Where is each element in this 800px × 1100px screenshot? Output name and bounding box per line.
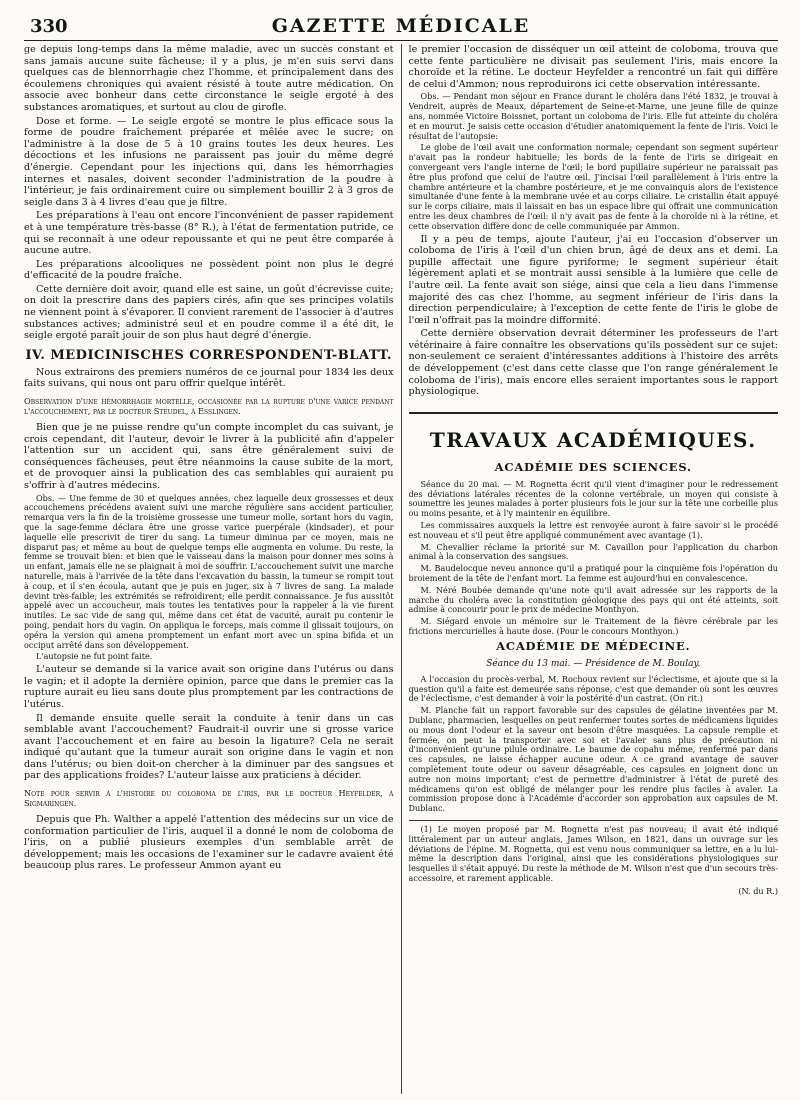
academy-heading: ACADÉMIE DE MÉDECINE. (496, 638, 691, 653)
paragraph: Séance du 20 mai. — M. Rognetta écrit qu'il vient d'imaginer pour le redressement des déviations latérales récentes de la colonne vertébrale, un moyen qui consiste à soumettre les jeunes malades à porter plusieurs fois le jour sur la tête une corbeille plus ou moins pesante, et à l'y maintenir en équilibre. (408, 478, 778, 519)
paragraph: Depuis que Ph. Walther a appelé l'attention des médecins sur un vice de conformation particulier de l'iris, auquel il a donné le nom de coloboma de l'iris, on a publié plusieurs exemples d'un semblable arrêt de développement; mais les occasions de l'examiner sur le cadavre avaient été beaucoup plus rares. Le professeur Ammon ayant eu (24, 814, 394, 872)
paragraph: L'auteur se demande si la varice avait son origine dans l'utérus ou dans le vagin; et il adopte la dernière opinion, parce que dans le premier cas la rupture aurait eu lieu sans doute plus promptement par les contractions de l'utérus. (24, 664, 394, 710)
note-title: Note pour servir à l'histoire du coloboma de l'iris, par le docteur Heyfelder, à Sigmaringen. (24, 788, 394, 809)
journal-title: GAZETTE MÉDICALE (271, 15, 531, 37)
session-heading: Séance du 13 mai. — Présidence de M. Boulay. (486, 658, 701, 669)
paragraph: Les préparations à l'eau ont encore l'inconvénient de passer rapidement et à une température très-basse (8° R.), à l'état de fermentation putride, ce qui se reconnaît à une odeur repoussante et qui ne peut être comparée à aucune autre. (24, 210, 394, 257)
paragraph: Il demande ensuite quelle serait la conduite à tenir dans un cas semblable avant l'accouchement? Faudrait-il ouvrir une si grosse varice avant l'accouchement et en faire au besoin la ligature? Cela ne serait indiqué qu'autant que la tumeur aurait son origine dans le vagin et non dans l'utérus; ou bien doit-on chercher à la diminuer par des sangsues et par des applications froides? L'auteur laisse aux praticiens à décider. (24, 712, 394, 782)
paragraph: Cette dernière doit avoir, quand elle est saine, un goût d'écrevisse cuite; on doit la prescrire dans des papiers cirés, afin que ses principes volatils ne viennent point à s'évaporer. Il convient rarement de l'associer à d'autres substances actives; administré seul et en poudre comme il a été dit, le seigle ergoté paraît jouir de son plus haut degré d'énergie. (24, 283, 394, 342)
left-column (24, 44, 394, 1094)
page-number: 330 (30, 16, 68, 37)
academic-section (409, 412, 779, 814)
paragraph: M. Baudelocque neveu annonce qu'il a pratiqué pour la cinquième fois l'opération du broiement de la tête de l'enfant mort. La femme est aujourd'hui en convalescence. (408, 563, 778, 584)
footnote-signature: (N. du R.) (738, 885, 778, 896)
observation-text: Obs. — Pendant mon séjour en France durant le choléra dans l'été 1832, je trouvai à Vendreit, auprès de Meaux, département de Seine-et-Marne, une jeune fille de quinze ans, nommée Victoire Boissnet, portant un coloboma de l'iris. Elle fut atteinte du choléra et en mourut. Je saisis cette occasion d'étudier anatomiquement la fente de l'iris. Voici le résultat de l'autopsie: (408, 91, 778, 141)
columns (24, 44, 778, 1094)
section-title: TRAVAUX ACADÉMIQUES. (429, 427, 757, 452)
section-heading: IV. MEDICINISCHES CORRESPONDENT-BLATT. (25, 347, 393, 363)
paragraph: Il y a peu de temps, ajoute l'auteur, j'ai eu l'occasion d'observer un coloboma de l'iris à l'œil d'un chien brun, âgé de deux ans et demi. La pupille affectait une figure pyriforme; le segment supérieur était légèrement aplati et se montrait aussi sensible à la lumière que celle de l'autre œil. La fente avait son siége, ainsi que cela a lieu dans l'immense majorité des cas chez l'homme, au segment inférieur de l'iris dans la direction perpendiculaire; à l'exception de cette fente de l'iris le globe de l'œil n'offrait pas la moindre difformité. (408, 233, 778, 326)
paragraph: Les commissaires auxquels la lettre est renvoyée auront à faire savoir si le procédé est nouveau et s'il peut être appliqué communément avec avantage (1). (408, 520, 778, 540)
academy-heading: ACADÉMIE DES SCIENCES. (494, 459, 692, 474)
paragraph: le premier l'occasion de disséquer un œil atteint de coloboma, trouva que cette fente particulière ne divisait pas seulement l'iris, mais encore la choroïde et la rétine. Le docteur Heyfelder a rencontré un fait qui diffère de celui d'Ammon; nous reproduirons ici cette observation intéressante. (408, 44, 778, 90)
paragraph: Les préparations alcooliques ne possèdent point non plus le degré d'efficacité de la poudre fraîche. (24, 258, 394, 282)
paragraph: Bien que je ne puisse rendre qu'un compte incomplet du cas suivant, je crois cependant, dit l'auteur, devoir le livrer à la publicité afin d'appeler l'attention sur un accident qui, sans être généralement suivi de conséquences fâcheuses, peut être néanmoins la cause subite de la mort, et de provoquer ainsi la publication des cas semblables qui auraient pu s'offrir à d'autres médecins. (24, 422, 394, 491)
footnote (409, 820, 779, 896)
footnote-text: (1) Le moyen proposé par M. Rognetta n'est pas nouveau; il avait été indiqué littéralement par un auteur anglais, James Wilson, en 1821, dans un ouvrage sur les déviations de l'épine. M. Rognetta, qui est venu nous communiquer sa lettre, en a lu lui-même la description dans l'original, ainsi que les considérations physiologiques sur lesquelles il s'était appuyé. Du reste la méthode de M. Wilson n'est que d'un secours très-accessoire, et rarement applicable. (408, 823, 778, 883)
paragraph: Cette dernière observation devrait déterminer les professeurs de l'art vétérinaire à faire connaître les observations qu'ils possèdent sur ce sujet: non-seulement ce seraient d'intéressantes additions à l'histoire des arrêts de développement (c'est dans cette classe que l'on range généralement le coloboma de l'iris), mais encore elles seraient importantes sous le rapport physiologique. (408, 328, 778, 398)
paragraph: Nous extrairons des premiers numéros de ce journal pour 1834 les deux faits suivans, qui nous ont paru offrir quelque intérêt. (24, 366, 394, 390)
paragraph: M. Planche fait un rapport favorable sur des capsules de gélatine inventées par M. Dublanc, pharmacien, lesquelles on peut renfermer toutes sortes de médicamens liquides ou mous dont l'odeur et la saveur ont besoin d'être masquées. La capsule remplie et fermée, on peut la transporter avec soi et l'avaler sans plus de précaution ni d'inconvénient qu'une pilule ordinaire. Le baume de copahu même, renfermé par dans ces capsules, ne laisse échapper aucune odeur. A ce grand avantage de sauver complètement toute odeur ou saveur désagréable, ces capsules en joignent donc un autre non moins important; c'est de permettre d'administrer à l'état de pureté des médicamens qu'on est obligé de mélanger pour les rendre plus faciles à avaler. La commission propose donc à l'Académie d'accorder son approbation aux capsules de M. Dublanc. (408, 705, 778, 814)
paragraph: A l'occasion du procès-verbal, M. Rochoux revient sur l'éclectisme, et ajoute que si la question qu'il a faite est demeurée sans réponse, c'est que demander où sont les œuvres de l'éclectisme, c'est demander à voir la postérité d'un castrat. (On rit.) (408, 673, 778, 704)
column-divider (401, 44, 402, 1094)
paragraph: L'autopsie ne fut point faite. (36, 651, 153, 662)
page-header (24, 14, 778, 41)
right-column (409, 44, 779, 1094)
observation-title: Observation d'une hémorrhagie mortelle, occasionée par la rupture d'une varice pendant l'accouchement, par le docteur Steudel, à Esslingen. (24, 396, 394, 417)
paragraph: M. Chevallier réclame la priorité sur M. Cavaillon pour l'application du charbon animal à la conservation des sangsues. (408, 541, 778, 562)
paragraph: Dose et forme. — Le seigle ergoté se montre le plus efficace sous la forme de poudre fraîchement préparée et mêlée avec le sucre; on l'administre à la dose de 5 à 10 grains toutes les deux heures. Les décoctions et les infusions ne paraissent pas jouir du même degré d'énergie. Cependant pour les injections qui, dans les hémorrhagies internes et nasales, doivent seconder l'administration de la poudre à l'intérieur, je fais ordinairement cuire ou simplement bouillir 2 à 3 gros de seigle dans 3 à 4 livres d'eau que je filtre. (24, 115, 394, 208)
paragraph: M. Siégard envoie un mémoire sur le Traitement de la fièvre cérébrale par les frictions mercurielles à haute dose. (Pour le concours Monthyon.) (408, 616, 778, 636)
paragraph: ge depuis long-temps dans la même maladie, avec un succès constant et sans jamais aucune suite fâcheuse; il y a plus, je m'en suis servi dans quelques cas de blennorrhagie chez l'homme, et principalement dans des écoulemens chroniques qui avaient résisté à toute autre médication. On associe avec bonheur dans cette circonstance le seigle ergoté à des substances aromatiques, et surtout au clou de girofle. (24, 44, 394, 113)
paragraph: M. Néré Boubée demande qu'une note qu'il avait adressée sur les rapports de la marche du choléra avec la constitution géologique des pays qui ont été atteints, soit admise à concourir pour le prix de médecine Monthyon. (408, 584, 778, 615)
observation-text: Obs. — Une femme de 30 et quelques années, chez laquelle deux grossesses et deux accouchemens précédens avaient suivi une marche régulière sans accident particulier, remarqua vers la fin de la troisième grossesse une tumeur molle, sortant hors du vagin, que la sage-femme déclara être une grosse varice puerpérale (kindsader), et pour laquelle elle prescrivit de tirer du sang. La tumeur diminua par ce moyen, mais ne disparut pas; et même au bout de quelque temps elle augmenta en volume. Du reste, la femme se trouvait bien: et bien que le vaisseau dans la maison pour donner mes soins à un enfant, jamais elle ne se plaignait à moi de souffrir. L'accouchement suivit une marche naturelle, mais à l'arrivée de la tête dans l'excavation du bassin, la tumeur se rompit tout à coup, et il s'en écoula, autant que je puis en juger, six à 7 livres de sang. La malade devint très-faible; les extrémités se refroidirent; elle perdit connaissance. Je fus aussitôt appelé avec un accoucheur, mais toutes les tentatives pour la rappeler à la vie furent inutiles. Le sac vide de sang qui, même dans cet état de vacuité, aurait pu contenir le poing, pendait hors du vagin. On appliqua le forceps, mais comme il glissait toujours, on opéra la version qui amena promptement un enfant mort avec un spina bifida et un occiput arrêté dans son développement. (24, 492, 394, 650)
observation-text: Le globe de l'œil avait une conformation normale; cependant son segment supérieur n'avait pas la rondeur habituelle; les bords de la fente de l'iris se dirigeait en convergeant vers l'angle interne de l'œil; le bord pupillaire supérieur ne paraissait pas être plus profond que celui de l'autre œil. J'incisai l'œil parallèlement à l'iris entre la chambre antérieure et la chambre postérieure, et je me convainquis alors de l'existence simultanée d'une fente à la membrane uvée et au corps ciliaire. Le cristallin était appuyé sur le corps ciliaire, mais il laissait en bas un espace libre qui offrait une communication entre les deux chambres de l'œil: il n'y avait pas de fente à la choroïde ni à la rétine, et cette observation diffère donc de celle communiquée par Ammon. (408, 142, 778, 231)
